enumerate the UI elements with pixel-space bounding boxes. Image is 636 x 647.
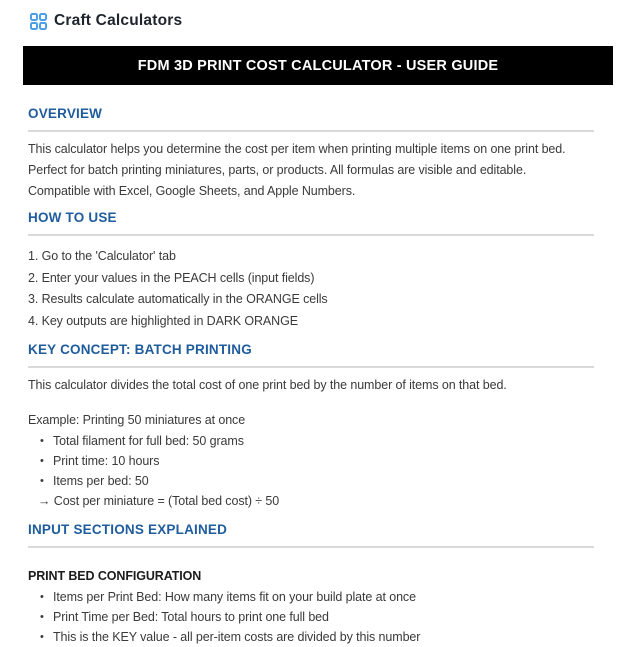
page-title: FDM 3D PRINT COST CALCULATOR - USER GUIDE: [137, 57, 499, 74]
bullet-icon: •: [40, 631, 44, 643]
bullet-icon: •: [40, 455, 44, 467]
section-heading-how-to-use: HOW TO USE: [28, 210, 117, 225]
example-bullet-list: [28, 431, 594, 511]
bullet-item: [28, 431, 594, 451]
paragraph-line: Perfect for batch printing miniatures, parts, or products. All formulas are visible and editable.: [28, 163, 527, 177]
overview-paragraph: [28, 139, 594, 202]
subsection-title-print-bed: PRINT BED CONFIGURATION: [28, 569, 202, 583]
bullet-icon: •: [40, 435, 44, 447]
section-heading-input-sections: INPUT SECTIONS EXPLAINED: [28, 522, 228, 537]
guide-content: [0, 107, 636, 647]
bullet-text: Print time: 10 hours: [53, 454, 160, 468]
heading-rule: [28, 546, 594, 548]
result-formula-line: → Cost per miniature = (Total bed cost) ÷ 50: [38, 494, 280, 508]
paragraph-line: This calculator divides the total cost of one print bed by the number of items on that bed.: [28, 378, 507, 392]
print-bed-bullet-list: [28, 587, 594, 647]
logo: [30, 12, 636, 30]
bullet-text: Print Time per Bed: Total hours to print one full bed: [53, 610, 329, 624]
heading-rule: [28, 366, 594, 368]
bullet-text: Total filament for full bed: 50 grams: [53, 434, 244, 448]
section-heading-overview: OVERVIEW: [28, 106, 103, 121]
bullet-item: [28, 587, 594, 607]
paragraph-line: Compatible with Excel, Google Sheets, and Apple Numbers.: [28, 184, 356, 198]
bullet-text: Items per Print Bed: How many items fit on your build plate at once: [53, 590, 416, 604]
paragraph-line: This calculator helps you determine the cost per item when printing multiple items on one print bed.: [28, 142, 566, 156]
bullet-item: [28, 451, 594, 471]
step-item: 4. Key outputs are highlighted in DARK ORANGE: [28, 313, 298, 328]
logo-text: Craft Calculators: [54, 12, 183, 29]
step-item: 1. Go to the 'Calculator' tab: [28, 249, 176, 263]
bullet-text: Items per bed: 50: [53, 474, 149, 488]
heading-rule: [28, 130, 594, 132]
how-to-use-steps: [28, 246, 594, 332]
bullet-item: [28, 627, 594, 647]
title-banner: [23, 46, 613, 85]
bullet-icon: •: [40, 611, 44, 623]
bullet-item: [28, 471, 594, 491]
bullet-item: [28, 607, 594, 627]
example-title: Example: Printing 50 miniatures at once: [28, 413, 246, 427]
bullet-icon: •: [40, 475, 44, 487]
step-item: 2. Enter your values in the PEACH cells (input fields): [28, 270, 315, 285]
bullet-icon: •: [40, 591, 44, 603]
key-concept-paragraph: [28, 375, 594, 396]
bullet-text: This is the KEY value - all per-item costs are divided by this number: [53, 630, 421, 644]
section-heading-key-concept: KEY CONCEPT: BATCH PRINTING: [28, 342, 252, 357]
grid-icon: [30, 13, 47, 30]
step-item: 3. Results calculate automatically in the ORANGE cells: [28, 292, 328, 306]
heading-rule: [28, 234, 594, 236]
